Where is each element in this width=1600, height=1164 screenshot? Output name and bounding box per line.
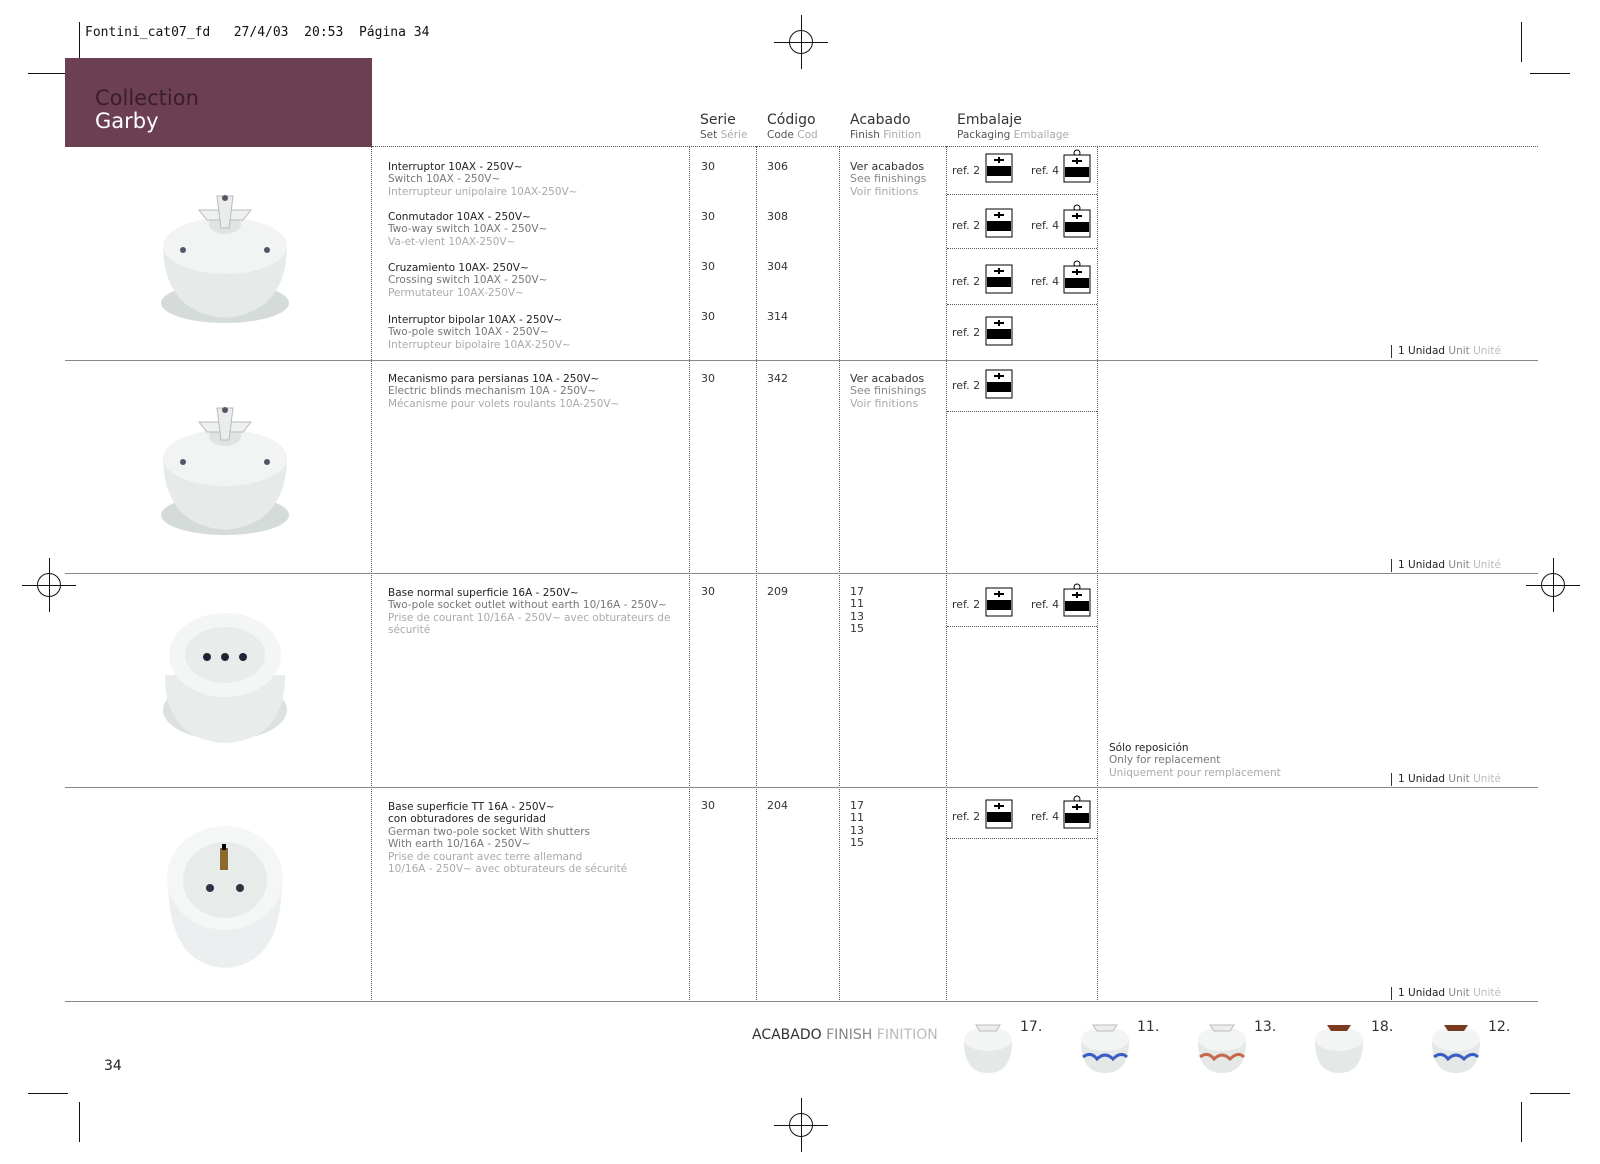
switch-product-image xyxy=(155,178,295,328)
crop-mark xyxy=(28,1093,68,1094)
row-divider xyxy=(65,787,1538,788)
collection-name: Garby xyxy=(95,109,159,133)
finish-cell xyxy=(850,373,926,410)
collection-label: Collection xyxy=(95,86,199,110)
product-description xyxy=(388,801,627,875)
unit-label xyxy=(1391,559,1501,572)
desc-en: German two-pole socket With shutters xyxy=(388,825,591,838)
finish-swatch-17 xyxy=(960,1015,1016,1075)
header-codigo-label: Código xyxy=(767,112,816,128)
unit-fr: Unité xyxy=(1473,559,1501,571)
unit-en: Unit xyxy=(1448,559,1470,571)
pack-ref4: ref. 4 xyxy=(1031,598,1060,611)
desc-es: Base superficie TT 16A - 250V~ xyxy=(388,801,555,813)
serie-cell: 30 xyxy=(701,260,715,273)
unit-label xyxy=(1391,987,1501,1000)
slug-date: 27/4/03 xyxy=(233,25,289,40)
serie-cell: 30 xyxy=(701,372,715,385)
desc-fr: Permutateur 10AX-250V~ xyxy=(388,286,524,299)
unit-es: 1 Unidad xyxy=(1398,345,1446,357)
finish-codes xyxy=(850,800,864,850)
desc-es: Cruzamiento 10AX- 250V~ xyxy=(388,262,529,274)
collection-title-band xyxy=(65,58,372,147)
finish-legend-en: FINISH xyxy=(826,1027,873,1043)
code-cell: 304 xyxy=(767,260,788,273)
finish-legend-fr: FINITION xyxy=(876,1027,938,1043)
desc-es: Conmutador 10AX - 250V~ xyxy=(388,211,531,223)
box-icon xyxy=(1063,795,1091,829)
finish-swatch-18 xyxy=(1311,1015,1367,1075)
desc-fr: Va-et-vient 10AX-250V~ xyxy=(388,235,516,248)
finish-number: 17. xyxy=(1020,1019,1043,1035)
registration-mark xyxy=(37,573,61,597)
crop-mark xyxy=(1521,1102,1522,1142)
unit-es: 1 Unidad xyxy=(1398,773,1446,785)
finish-swatch-12 xyxy=(1428,1015,1484,1075)
finish-code: 11 xyxy=(850,811,864,825)
unit-es: 1 Unidad xyxy=(1398,987,1446,999)
finish-legend-label xyxy=(752,1027,938,1043)
code-cell: 314 xyxy=(767,310,788,323)
finish-code: 15 xyxy=(850,622,864,636)
product-description xyxy=(388,373,619,410)
column-rule xyxy=(946,146,947,1002)
replacement-note xyxy=(1109,742,1281,779)
socket-product-image xyxy=(155,605,295,745)
pack-ref4: ref. 4 xyxy=(1031,219,1060,232)
pack-ref2: ref. 2 xyxy=(952,598,981,611)
finish-number: 13. xyxy=(1254,1019,1277,1035)
header-serie-fr: Série xyxy=(720,129,748,141)
finish-code: 17 xyxy=(850,799,864,812)
finish-es: Ver acabados xyxy=(850,372,925,385)
pack-ref4: ref. 4 xyxy=(1031,810,1060,823)
note-fr: Uniquement pour remplacement xyxy=(1109,766,1281,779)
code-cell: 209 xyxy=(767,585,788,598)
header-acabado-en: Finish xyxy=(850,129,880,141)
serie-cell: 30 xyxy=(701,210,715,223)
box-icon xyxy=(1063,260,1091,294)
finish-number: 18. xyxy=(1371,1019,1394,1035)
finish-code: 13 xyxy=(850,823,864,837)
serie-cell: 30 xyxy=(701,160,715,173)
crop-mark xyxy=(1521,22,1522,62)
finish-fr: Voir finitions xyxy=(850,396,919,410)
column-rule xyxy=(756,146,757,1002)
column-rule xyxy=(1097,146,1098,1002)
desc-es: Interruptor 10AX - 250V~ xyxy=(388,161,523,173)
unit-label xyxy=(1391,345,1501,358)
unit-fr: Unité xyxy=(1473,345,1501,357)
finish-swatch-11 xyxy=(1077,1015,1133,1075)
product-description xyxy=(388,211,547,248)
product-description xyxy=(388,262,547,299)
header-serie-label: Serie xyxy=(700,112,736,128)
desc-en: With earth 10/16A - 250V~ xyxy=(388,838,531,851)
desc-en: Switch 10AX - 250V~ xyxy=(388,173,501,186)
finish-code: 17 xyxy=(850,585,864,598)
pack-divider xyxy=(947,194,1097,195)
note-es: Sólo reposición xyxy=(1109,742,1189,754)
header-serie-en: Set xyxy=(700,129,718,141)
unit-es: 1 Unidad xyxy=(1398,559,1446,571)
desc-es: Interruptor bipolar 10AX - 250V~ xyxy=(388,314,563,326)
row-divider xyxy=(65,360,1538,361)
desc-fr: Interrupteur bipolaire 10AX-250V~ xyxy=(388,338,571,351)
product-description xyxy=(388,314,571,351)
box-icon xyxy=(985,153,1013,183)
note-en: Only for replacement xyxy=(1109,754,1221,767)
finish-es: Ver acabados xyxy=(850,160,925,173)
unit-en: Unit xyxy=(1448,773,1470,785)
box-icon xyxy=(1063,204,1091,238)
pack-ref2: ref. 2 xyxy=(952,810,981,823)
column-rule xyxy=(689,146,690,1002)
box-icon xyxy=(1063,583,1091,617)
finish-legend-es: ACABADO xyxy=(752,1027,822,1043)
unit-fr: Unité xyxy=(1473,987,1501,999)
finish-cell xyxy=(850,161,926,198)
code-cell: 342 xyxy=(767,372,788,385)
finish-en: See finishings xyxy=(850,172,927,186)
row-divider xyxy=(65,1001,1538,1002)
finish-number: 12. xyxy=(1488,1019,1511,1035)
desc-fr: Prise de courant avec terre allemand xyxy=(388,850,583,863)
finish-number: 11. xyxy=(1137,1019,1160,1035)
header-acabado-fr: Finition xyxy=(883,129,922,141)
finish-swatch-13 xyxy=(1194,1015,1250,1075)
finish-code: 13 xyxy=(850,609,864,623)
desc-fr: Interrupteur unipolaire 10AX-250V~ xyxy=(388,185,578,198)
crop-mark xyxy=(79,22,80,62)
finish-fr: Voir finitions xyxy=(850,184,919,198)
pack-ref2: ref. 2 xyxy=(952,275,981,288)
crop-mark xyxy=(1530,1093,1570,1094)
switch-product-image xyxy=(155,390,295,540)
unit-fr: Unité xyxy=(1473,773,1501,785)
crop-mark xyxy=(1530,73,1570,74)
serie-cell: 30 xyxy=(701,585,715,598)
print-slug xyxy=(85,25,429,40)
registration-mark xyxy=(1541,573,1565,597)
serie-cell: 30 xyxy=(701,799,715,812)
desc-en: Two-pole switch 10AX - 250V~ xyxy=(388,326,549,339)
box-icon xyxy=(985,208,1013,238)
desc-en: Two-pole socket outlet without earth 10/16A - 250V~ xyxy=(388,599,667,612)
box-icon xyxy=(985,316,1013,346)
finish-codes xyxy=(850,586,864,636)
code-cell: 306 xyxy=(767,160,788,173)
pack-divider xyxy=(947,626,1097,627)
pack-divider xyxy=(947,304,1097,305)
pack-ref2: ref. 2 xyxy=(952,326,981,339)
finish-en: See finishings xyxy=(850,384,927,398)
header-embalaje-label: Embalaje xyxy=(957,112,1022,128)
desc-es: Mecanismo para persianas 10A - 250V~ xyxy=(388,373,600,385)
pack-divider xyxy=(947,411,1097,412)
pack-ref2: ref. 2 xyxy=(952,219,981,232)
desc-en: Two-way switch 10AX - 250V~ xyxy=(388,223,548,236)
crop-mark xyxy=(79,1102,80,1142)
box-icon xyxy=(1063,149,1091,183)
product-description xyxy=(388,587,670,637)
slug-page: Página 34 xyxy=(358,25,430,40)
finish-code: 11 xyxy=(850,597,864,611)
pack-divider xyxy=(947,838,1097,839)
schuko-socket-image xyxy=(160,820,290,970)
serie-cell: 30 xyxy=(701,310,715,323)
header-acabado xyxy=(850,113,921,143)
pack-ref2: ref. 2 xyxy=(952,164,981,177)
desc-fr: Mécanisme pour volets roulants 10A-250V~ xyxy=(388,397,620,410)
header-embalaje-fr: Emballage xyxy=(1013,129,1070,141)
row-divider xyxy=(65,573,1538,574)
box-icon xyxy=(985,264,1013,294)
slug-file: Fontini_cat07_fd xyxy=(85,25,211,40)
desc-fr: sécurité xyxy=(388,624,431,637)
desc-fr: 10/16A - 250V~ avec obturateurs de sécurité xyxy=(388,863,628,876)
header-codigo-fr: Cod xyxy=(797,129,818,141)
code-cell: 308 xyxy=(767,210,788,223)
pack-divider xyxy=(947,248,1097,249)
header-serie xyxy=(700,113,747,143)
desc-en: Electric blinds mechanism 10A - 250V~ xyxy=(388,385,597,398)
desc-es: Base normal superficie 16A - 250V~ xyxy=(388,587,579,599)
unit-label xyxy=(1391,773,1501,786)
column-rule xyxy=(371,146,372,1002)
product-description xyxy=(388,161,577,198)
slug-time: 20:53 xyxy=(304,25,344,40)
column-rule xyxy=(839,146,840,1002)
box-icon xyxy=(985,369,1013,399)
header-embalaje xyxy=(957,113,1069,143)
desc-en: Crossing switch 10AX - 250V~ xyxy=(388,274,548,287)
desc-es: con obturadores de seguridad xyxy=(388,813,546,826)
registration-mark xyxy=(789,1113,813,1137)
crop-mark xyxy=(28,73,68,74)
pack-ref4: ref. 4 xyxy=(1031,164,1060,177)
desc-fr: Prise de courant 10/16A - 250V~ avec obturateurs de xyxy=(388,611,671,624)
header-rule xyxy=(372,146,1538,147)
code-cell: 204 xyxy=(767,799,788,812)
unit-en: Unit xyxy=(1448,345,1470,357)
header-codigo xyxy=(767,113,818,143)
header-embalaje-en: Packaging xyxy=(957,129,1011,141)
finish-code: 15 xyxy=(850,836,864,850)
pack-ref4: ref. 4 xyxy=(1031,275,1060,288)
page-number: 34 xyxy=(104,1058,122,1074)
box-icon xyxy=(985,799,1013,829)
registration-mark xyxy=(789,30,813,54)
unit-en: Unit xyxy=(1448,987,1470,999)
box-icon xyxy=(985,587,1013,617)
pack-ref2: ref. 2 xyxy=(952,379,981,392)
header-acabado-label: Acabado xyxy=(850,112,911,128)
header-codigo-en: Code xyxy=(767,129,794,141)
